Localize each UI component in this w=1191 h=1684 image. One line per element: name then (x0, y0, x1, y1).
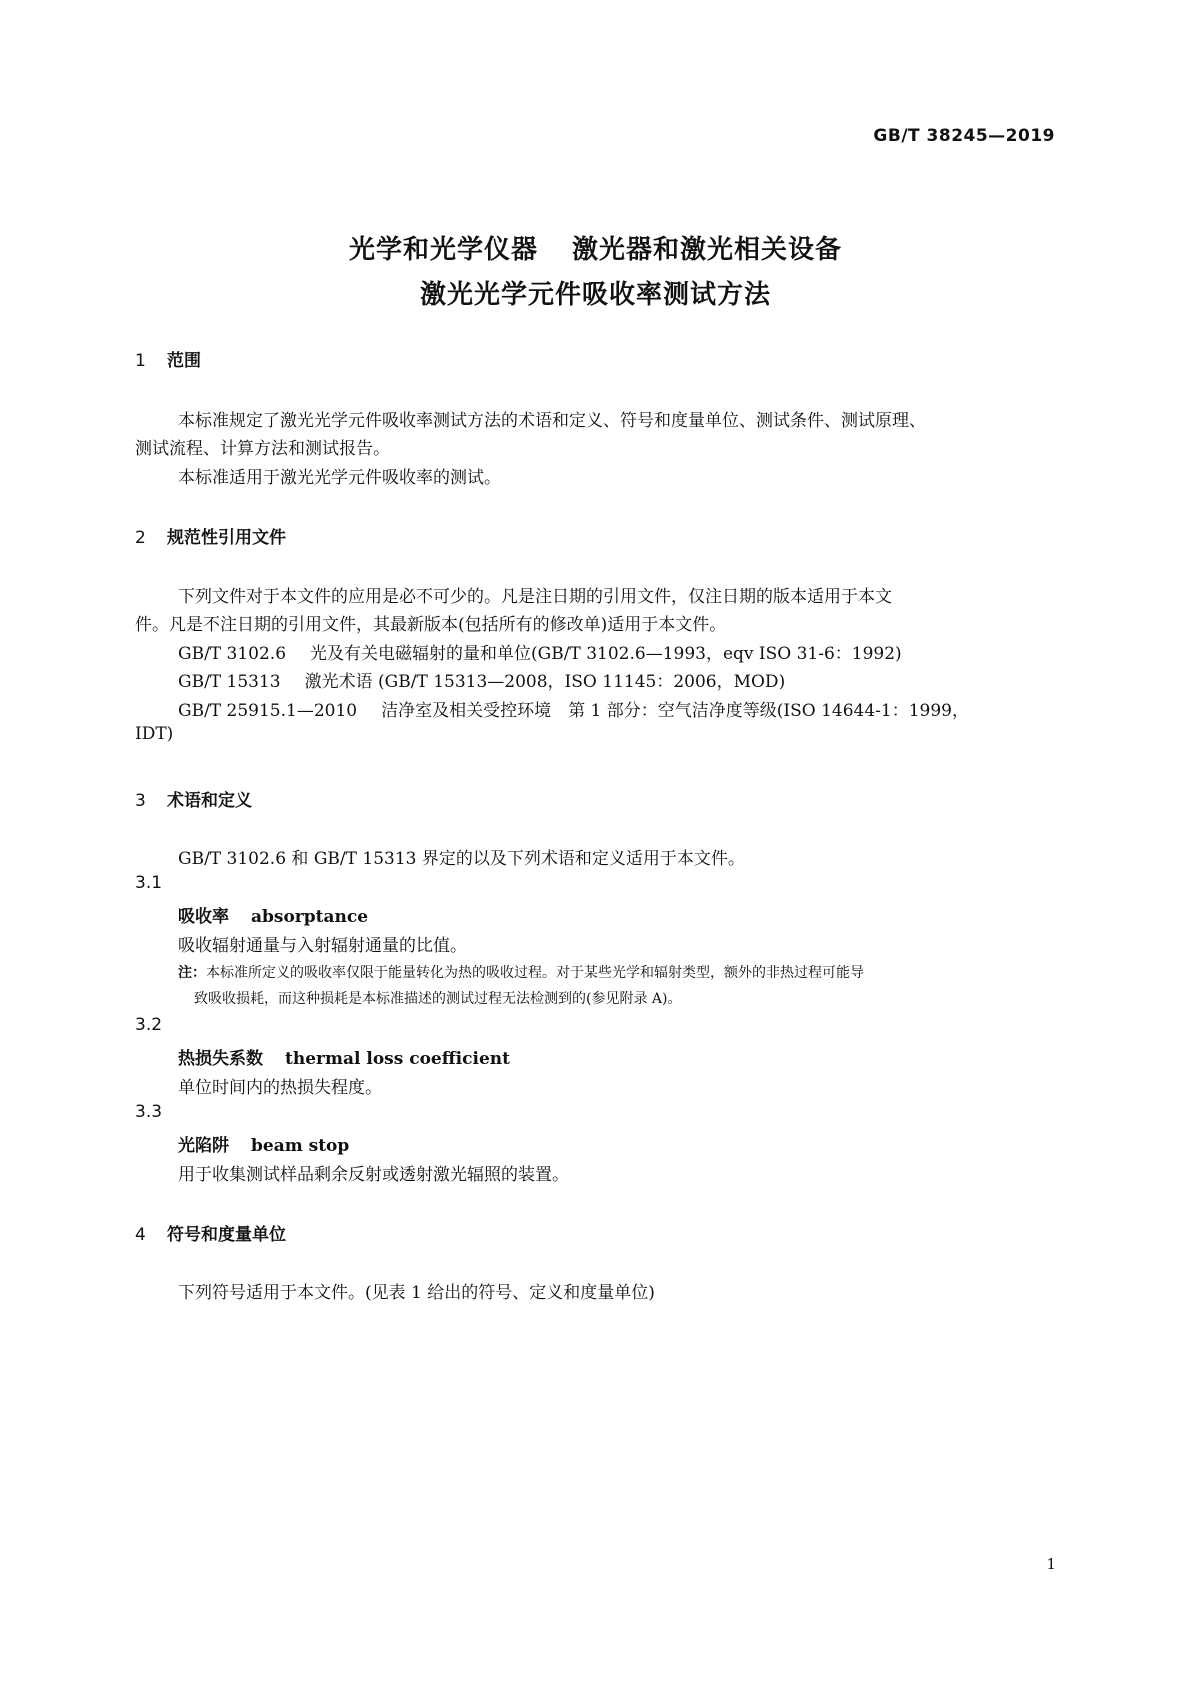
term-chinese: 光陷阱 (178, 1136, 229, 1156)
term-chinese: 吸收率 (178, 907, 229, 927)
reference-text: 光及有关电磁辐射的量和单位(GB/T 3102.6—1993，eqv ISO 31-6：1992) (310, 644, 902, 664)
section-1-heading (135, 346, 201, 371)
title-line-1 (0, 228, 1191, 273)
symbols-intro: 下列符号适用于本文件。(见表 1 给出的符号、定义和度量单位) (178, 1283, 655, 1303)
title-line-2: 激光光学元件吸收率测试方法 (419, 280, 771, 310)
section-number: 1 (135, 351, 146, 371)
term-3-2 (178, 1044, 510, 1069)
term-3-2-definition: 单位时间内的热损失程度。 (178, 1078, 382, 1098)
note-text-line-2: 致吸收损耗，而这种损耗是本标准描述的测试过程无法检测到的(参见附录 A)。 (194, 991, 682, 1007)
term-english: absorptance (251, 907, 369, 927)
note-text-line-1: 本标准所定义的吸收率仅限于能量转化为热的吸收过程。对于某些光学和辐射类型，额外的非热过程可能导 (206, 965, 864, 981)
scope-para-1-line-2: 测试流程、计算方法和测试报告。 (135, 439, 390, 459)
scope-para-2: 本标准适用于激光光学元件吸收率的测试。 (178, 468, 501, 488)
term-3-3-definition: 用于收集测试样品剩余反射或透射激光辐照的装置。 (178, 1165, 569, 1185)
section-number: 3 (135, 791, 146, 811)
section-3-heading (135, 786, 252, 811)
section-title: 范围 (167, 351, 201, 371)
normative-reference-1 (178, 639, 902, 664)
term-3-1 (178, 902, 368, 927)
clause-3-1-number: 3.1 (135, 873, 163, 893)
term-3-1-note (178, 962, 864, 982)
term-chinese: 热损失系数 (178, 1049, 263, 1069)
section-2-heading (135, 523, 286, 548)
normative-reference-3 (178, 696, 969, 721)
term-3-1-definition: 吸收辐射通量与入射辐射通量的比值。 (178, 936, 467, 956)
term-3-3 (178, 1131, 349, 1156)
clause-3-3-number: 3.3 (135, 1102, 163, 1122)
note-label: 注： (178, 965, 206, 981)
section-4-heading (135, 1220, 286, 1245)
page-number: 1 (1046, 1555, 1056, 1573)
section-number: 2 (135, 528, 146, 548)
reference-code: GB/T 3102.6 (178, 644, 287, 664)
clause-3-2-number: 3.2 (135, 1015, 163, 1035)
title-part-2: 激光器和激光相关设备 (572, 235, 843, 265)
title-part-1: 光学和光学仪器 (348, 235, 538, 265)
refs-intro-line-2: 件。凡是不注日期的引用文件，其最新版本(包括所有的修改单)适用于本文件。 (135, 615, 727, 635)
normative-reference-3-cont: IDT) (135, 724, 174, 744)
section-title: 术语和定义 (167, 791, 252, 811)
reference-text: 激光术语 (GB/T 15313—2008，ISO 11145：2006，MOD) (304, 672, 786, 692)
standard-code: GB/T 38245—2019 (873, 126, 1055, 146)
term-english: beam stop (251, 1136, 350, 1156)
reference-code: GB/T 25915.1—2010 (178, 701, 358, 721)
section-title: 符号和度量单位 (167, 1225, 286, 1245)
reference-code: GB/T 15313 (178, 672, 281, 692)
refs-intro-line-1: 下列文件对于本文件的应用是必不可少的。凡是注日期的引用文件，仅注日期的版本适用于本文 (178, 587, 892, 607)
section-title: 规范性引用文件 (167, 528, 286, 548)
normative-reference-2 (178, 667, 785, 692)
terms-intro: GB/T 3102.6 和 GB/T 15313 界定的以及下列术语和定义适用于本文件。 (178, 849, 745, 869)
reference-text: 洁净室及相关受控环境 第 1 部分：空气洁净度等级(ISO 14644-1：1999， (381, 701, 969, 721)
section-number: 4 (135, 1225, 146, 1245)
document-title (0, 228, 1191, 318)
term-english: thermal loss coefficient (285, 1049, 510, 1069)
scope-para-1-line-1: 本标准规定了激光光学元件吸收率测试方法的术语和定义、符号和度量单位、测试条件、测试原理、 (178, 411, 926, 431)
